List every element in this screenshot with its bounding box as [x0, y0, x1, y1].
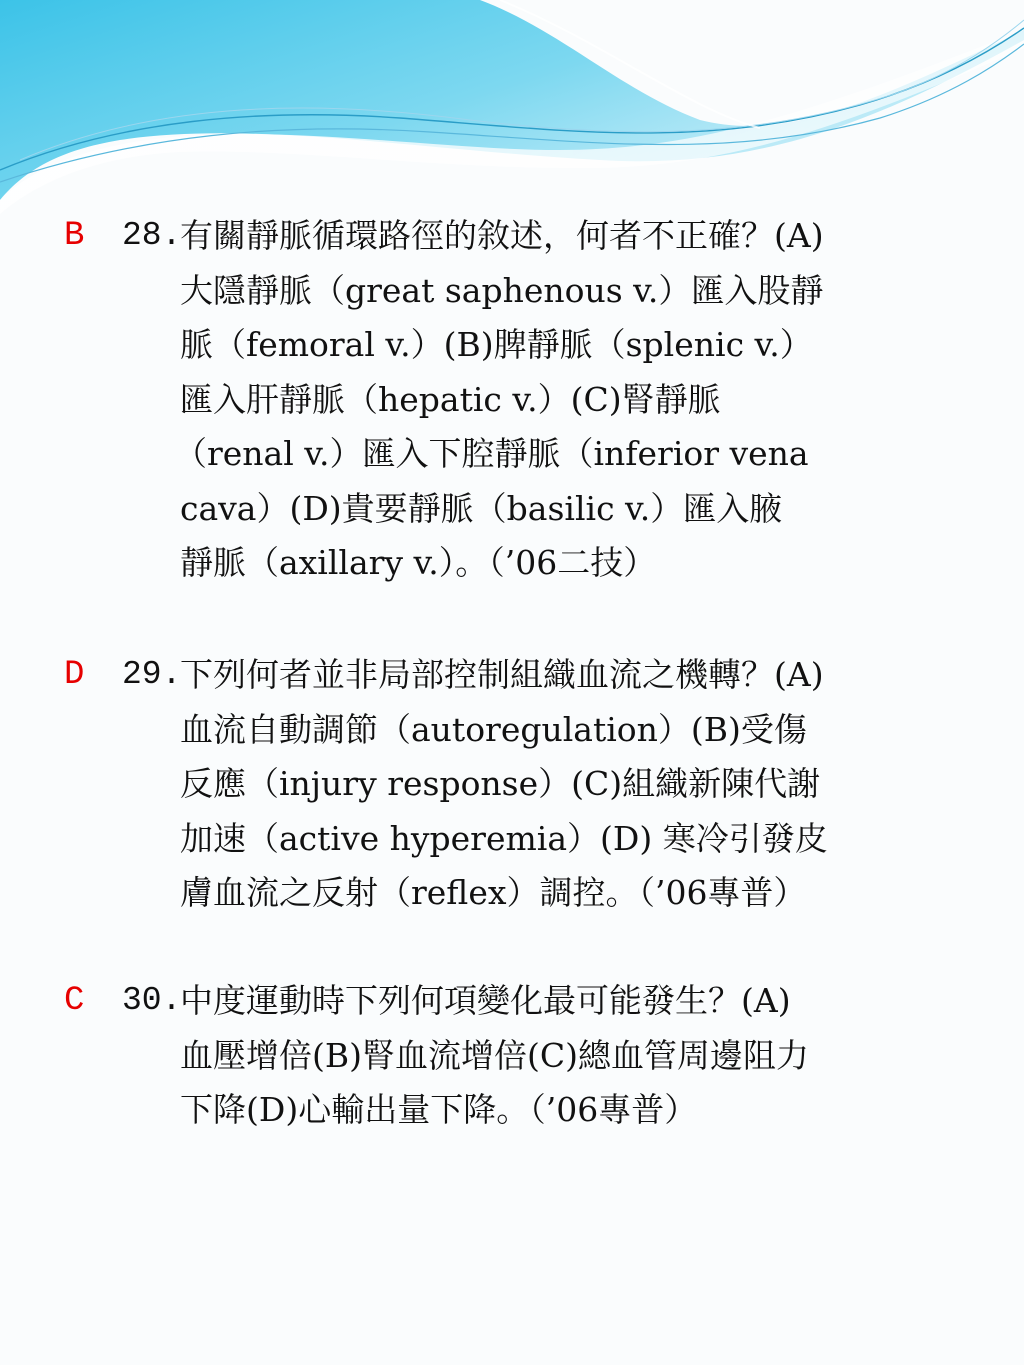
question-line: 下列何者並非局部控制組織血流之機轉？(A)	[180, 655, 824, 694]
question-line: 反應（injury response）(C)組織新陳代謝	[180, 764, 821, 803]
question-line: （renal v.）匯入下腔靜脈（inferior vena	[174, 434, 809, 473]
question-line: cava）(D)貴要靜脈（basilic v.）匯入腋	[180, 488, 783, 528]
question-line: 下降(D)心輸出量下降。（’06專普）	[180, 1090, 698, 1129]
question-line: 加速（active hyperemia）(D) 寒冷引發皮	[180, 818, 828, 858]
answer-key: D	[64, 656, 85, 694]
question-number: 30.	[122, 982, 182, 1019]
question-line: 膚血流之反射（reflex）調控。（’06專普）	[180, 873, 807, 912]
answer-key: C	[64, 982, 85, 1020]
question-text	[180, 648, 920, 921]
question-text	[180, 974, 920, 1138]
question-line: 脈（femoral v.）(B)脾靜脈（splenic v.）	[180, 325, 813, 364]
question-number: 28.	[122, 217, 182, 254]
question-line: 有關靜脈循環路徑的敘述，何者不正確？(A)	[180, 216, 824, 255]
question-line: 匯入肝靜脈（hepatic v.）(C)腎靜脈	[180, 379, 721, 419]
question-line: 血流自動調節（autoregulation）(B)受傷	[180, 709, 807, 749]
question-line: 血壓增倍(B)腎血流增倍(C)總血管周邊阻力	[180, 1035, 809, 1075]
question-line: 靜脈（axillary v.）。（’06二技）	[180, 543, 657, 582]
question-line: 大隱靜脈（great saphenous v.）匯入股靜	[180, 270, 824, 310]
question-number: 29.	[122, 656, 182, 693]
question-text	[174, 209, 920, 591]
answer-key: B	[64, 217, 85, 255]
question-line: 中度運動時下列何項變化最可能發生？(A)	[180, 981, 791, 1020]
